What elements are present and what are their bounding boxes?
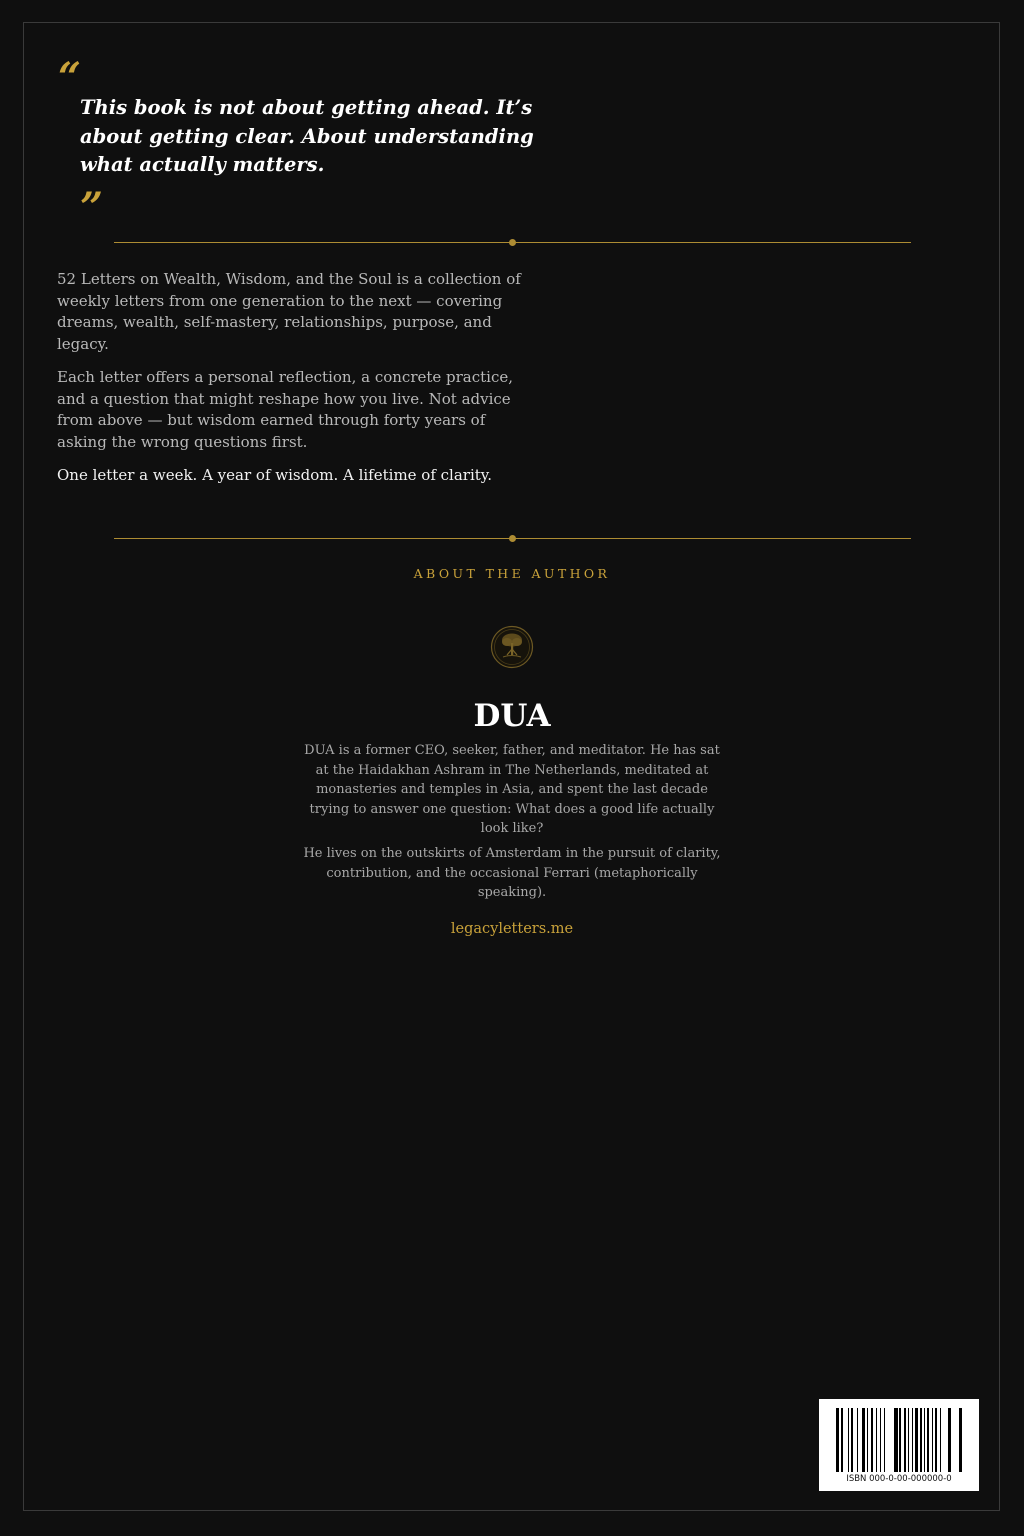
pull-quote: This book is not about getting ahead. It’s about getting clear. About understanding what actually matters. — [80, 96, 534, 176]
tree-emblem-icon — [490, 625, 534, 669]
about-author-heading: ABOUT THE AUTHOR — [413, 566, 611, 581]
description-tagline: One letter a week. A year of wisdom. A lifetime of clarity. — [57, 466, 493, 484]
isbn-number: ISBN 000-0-00-000000-0 — [846, 1474, 952, 1484]
author-name: DUA — [473, 698, 551, 734]
divider-middle — [114, 538, 911, 539]
website-link[interactable]: legacyletters.me — [450, 921, 574, 937]
divider-dot — [509, 239, 516, 246]
close-quote-mark: ” — [80, 184, 104, 231]
barcode-icon — [836, 1408, 962, 1472]
author-bio-paragraph-1: DUA is a former CEO, seeker, father, and meditator. He has sat at the Haidakhan Ashram in The Netherlands, meditated at monasteries and temples in Asia, and spent the last decade trying to answer one question: What does a good life actually look like? — [304, 743, 720, 836]
isbn-barcode — [819, 1399, 979, 1491]
author-bio-paragraph-2: He lives on the outskirts of Amsterdam in the pursuit of clarity, contribution, and the occasional Ferrari (metaphorically speaking). — [303, 846, 721, 900]
divider-top — [114, 242, 911, 243]
description-paragraph-2: Each letter offers a personal reflection, a concrete practice, and a question that might reshape how you live. Not advice from above — but wisdom earned through forty years of asking the wrong questions first. — [57, 368, 514, 452]
description-paragraph-1: 52 Letters on Wealth, Wisdom, and the Soul is a collection of weekly letters from one generation to the next — covering dreams, wealth, self-mastery, relationships, purpose, and legacy. — [57, 270, 521, 354]
open-quote-mark: “ — [58, 54, 82, 101]
divider-dot — [509, 535, 516, 542]
